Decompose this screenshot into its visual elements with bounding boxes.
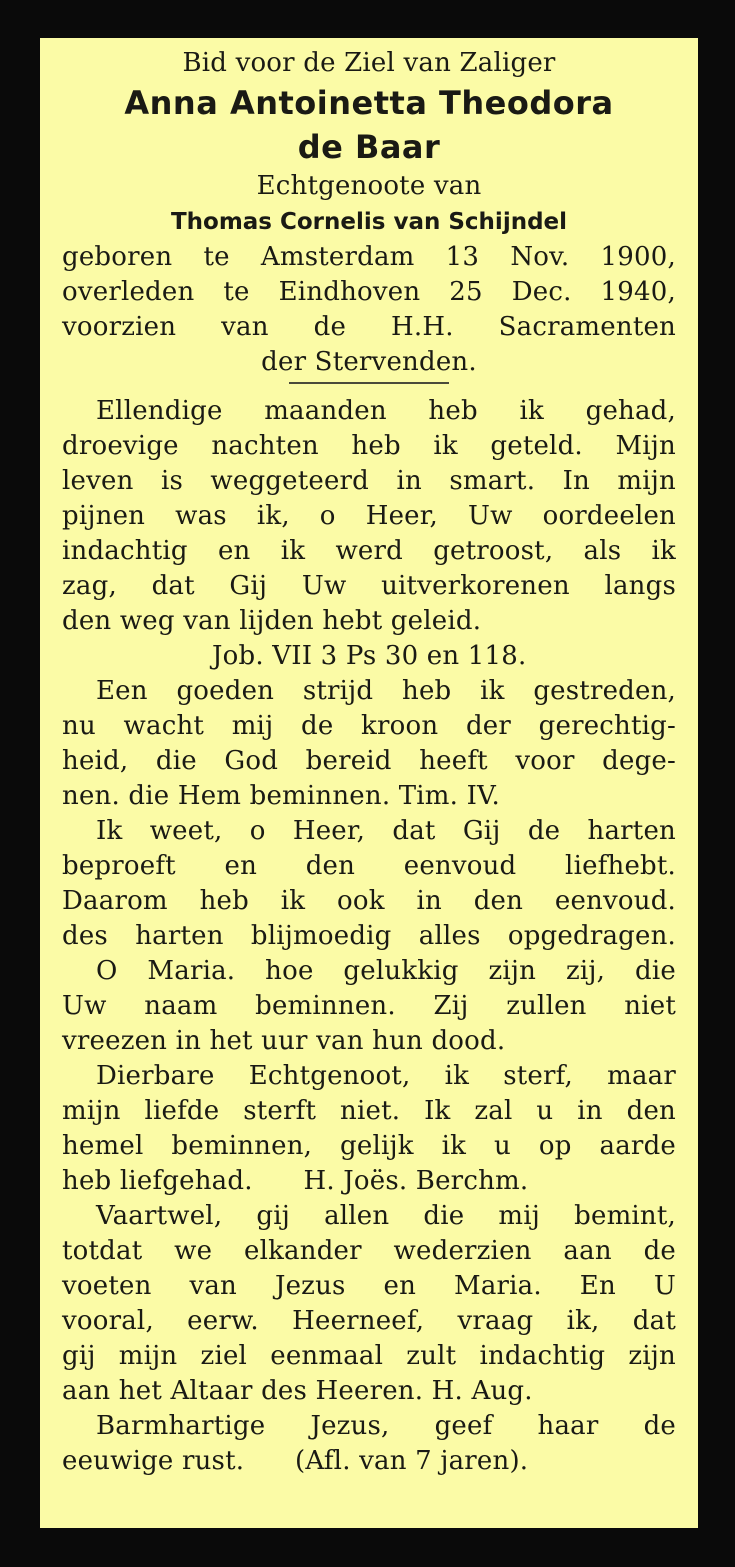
divider <box>289 382 449 384</box>
text-line: heb liefgehad. H. Joës. Berchm. <box>62 1166 529 1196</box>
text-line: O Maria. hoe gelukkig zijn zij, die <box>96 956 676 986</box>
text-line: nen. die Hem beminnen. Tim. IV. <box>62 781 500 811</box>
intro-text: Bid voor de Ziel van Zaliger <box>182 48 556 78</box>
scripture-reference: Job. VII 3 Ps 30 en 118. <box>212 641 527 671</box>
text-line: Daarom heb ik ook in den eenvoud. <box>62 886 676 916</box>
text-line: vreezen in het uur van hun dood. <box>62 1026 506 1056</box>
text-line: beproeft en den eenvoud liefhebt. <box>62 851 676 881</box>
text-line: voeten van Jezus en Maria. En U <box>62 1271 676 1301</box>
text-line: leven is weggeteerd in smart. In mijn <box>62 466 676 496</box>
deceased-name-line-1: Anna Antoinetta Theodora <box>124 84 614 122</box>
sacraments-line: voorzien van de H.H. Sacramenten <box>62 312 676 342</box>
text-line: Barmhartige Jezus, geef haar de <box>96 1411 676 1441</box>
text-line: pijnen was ik, o Heer, Uw oordeelen <box>62 501 676 531</box>
text-line: eeuwige rust. (Afl. van 7 jaren). <box>62 1446 529 1476</box>
deceased-name-line-2: de Baar <box>297 128 441 166</box>
text-line: totdat we elkander wederzien aan de <box>62 1236 676 1266</box>
sacraments-line-end: der Stervenden. <box>261 347 477 377</box>
text-line: aan het Altaar des Heeren. H. Aug. <box>62 1376 533 1406</box>
text-line: Ellendige maanden heb ik gehad, <box>96 396 676 426</box>
text-line: Dierbare Echtgenoot, ik sterf, maar <box>96 1061 676 1091</box>
text-line: zag, dat Gij Uw uitverkorenen langs <box>62 571 676 601</box>
text-line: Ik weet, o Heer, dat Gij de harten <box>96 816 676 846</box>
text-line: Vaartwel, gij allen die mij bemint, <box>96 1201 676 1231</box>
spouse-intro: Echtgenoote van <box>256 171 482 201</box>
memorial-card <box>40 38 698 1528</box>
text-line: vooral, eerw. Heerneef, vraag ik, dat <box>62 1306 676 1336</box>
death-line: overleden te Eindhoven 25 Dec. 1940, <box>62 277 676 307</box>
text-line: Uw naam beminnen. Zij zullen niet <box>62 991 676 1021</box>
text-line: nu wacht mij de kroon der gerechtig- <box>62 711 676 741</box>
birth-line: geboren te Amsterdam 13 Nov. 1900, <box>62 242 676 272</box>
text-line: des harten blijmoedig alles opgedragen. <box>62 921 676 951</box>
text-line: droevige nachten heb ik geteld. Mijn <box>62 431 676 461</box>
text-line: hemel beminnen, gelijk ik u op aarde <box>62 1131 676 1161</box>
text-line: gij mijn ziel eenmaal zult indachtig zijn <box>62 1341 676 1371</box>
text-line: indachtig en ik werd getroost, als ik <box>62 536 676 566</box>
spouse-name: Thomas Cornelis van Schijndel <box>170 209 568 235</box>
text-line: Een goeden strijd heb ik gestreden, <box>96 676 676 706</box>
text-line: heid, die God bereid heeft voor dege- <box>62 746 676 776</box>
text-line: mijn liefde sterft niet. Ik zal u in den <box>62 1096 676 1126</box>
text-line: den weg van lijden hebt geleid. <box>62 606 482 636</box>
